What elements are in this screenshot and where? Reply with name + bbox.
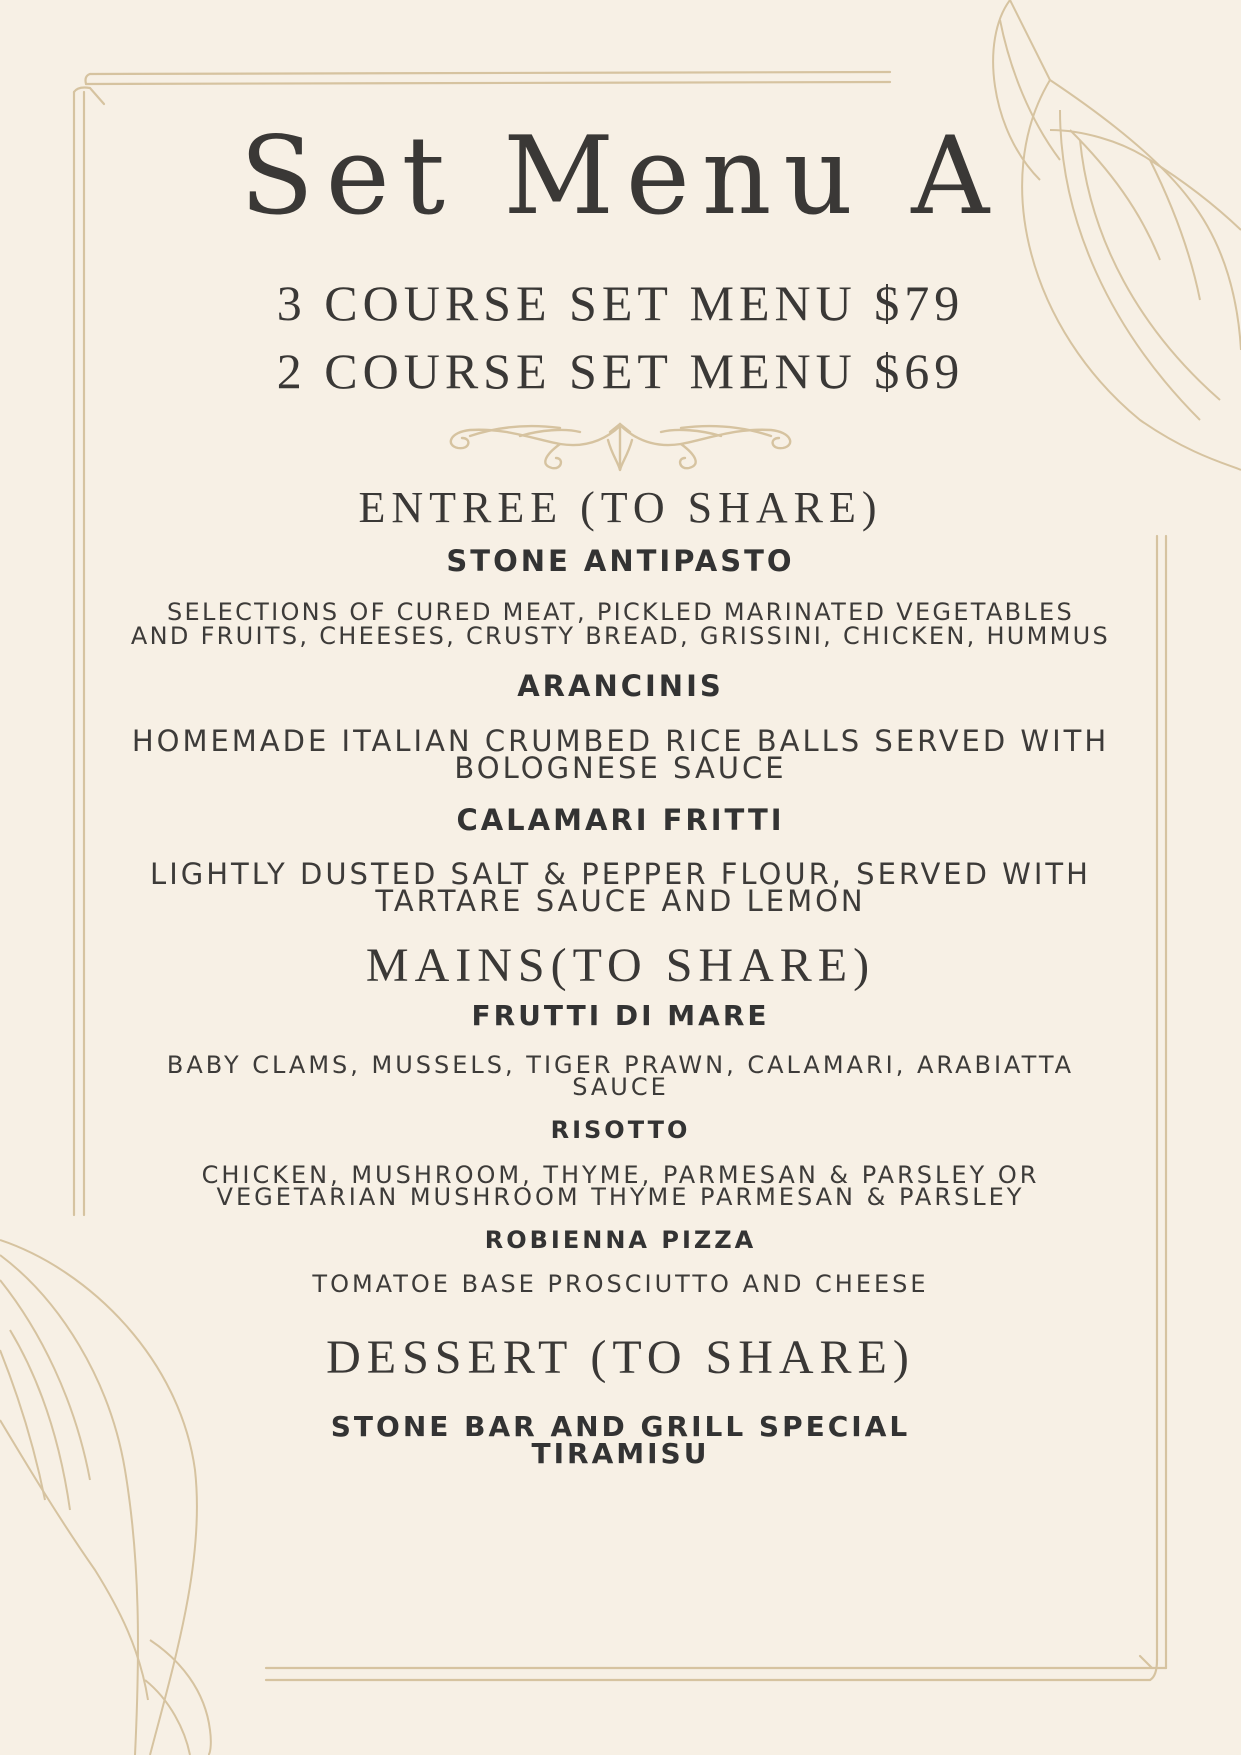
mains-item-name: RISOTTO bbox=[550, 1116, 691, 1144]
mains-item-name: ROBIENNA PIZZA bbox=[484, 1226, 757, 1254]
mains-item-desc: TOMATOE BASE PROSCIUTTO AND CHEESE bbox=[312, 1270, 929, 1298]
entree-heading: ENTREE (TO SHARE) bbox=[358, 483, 883, 532]
entree-item-desc: HOMEMADE ITALIAN CRUMBED RICE BALLS SERVED WITH bbox=[131, 724, 1110, 758]
entree-item-desc: SELECTIONS OF CURED MEAT, PICKLED MARINATED VEGETABLES bbox=[166, 598, 1075, 626]
mains-item-desc: VEGETARIAN MUSHROOM THYME PARMESAN & PARSLEY bbox=[216, 1183, 1025, 1211]
menu-title: Set Menu A bbox=[239, 114, 1002, 239]
flourish-divider-icon bbox=[451, 424, 790, 470]
leaf-bottom-left-icon bbox=[0, 1240, 211, 1755]
entree-item-desc: BOLOGNESE SAUCE bbox=[454, 751, 787, 785]
entree-item-desc: AND FRUITS, CHEESES, CRUSTY BREAD, GRISSINI, CHICKEN, HUMMUS bbox=[130, 622, 1111, 650]
price-2-course: 2 COURSE SET MENU $69 bbox=[276, 343, 965, 399]
entree-item-name: ARANCINIS bbox=[517, 669, 724, 703]
dessert-item-name: TIRAMISU bbox=[531, 1437, 710, 1470]
mains-item-desc: CHICKEN, MUSHROOM, THYME, PARMESAN & PARSLEY OR bbox=[201, 1161, 1040, 1189]
dessert-heading: DESSERT (TO SHARE) bbox=[326, 1331, 915, 1384]
dessert-item-name: STONE BAR AND GRILL SPECIAL bbox=[330, 1410, 911, 1443]
entree-item-name: CALAMARI FRITTI bbox=[456, 803, 785, 837]
mains-item-desc: BABY CLAMS, MUSSELS, TIGER PRAWN, CALAMARI, ARABIATTA bbox=[166, 1051, 1075, 1079]
entree-item-name: STONE ANTIPASTO bbox=[446, 544, 795, 578]
entree-item-desc: LIGHTLY DUSTED SALT & PEPPER FLOUR, SERVED WITH bbox=[150, 857, 1091, 891]
mains-item-desc: SAUCE bbox=[572, 1073, 669, 1101]
mains-item-name: FRUTTI DI MARE bbox=[471, 999, 770, 1032]
entree-item-desc: TARTARE SAUCE AND LEMON bbox=[375, 884, 866, 918]
price-3-course: 3 COURSE SET MENU $79 bbox=[276, 275, 965, 331]
mains-heading: MAINS(TO SHARE) bbox=[365, 939, 876, 992]
